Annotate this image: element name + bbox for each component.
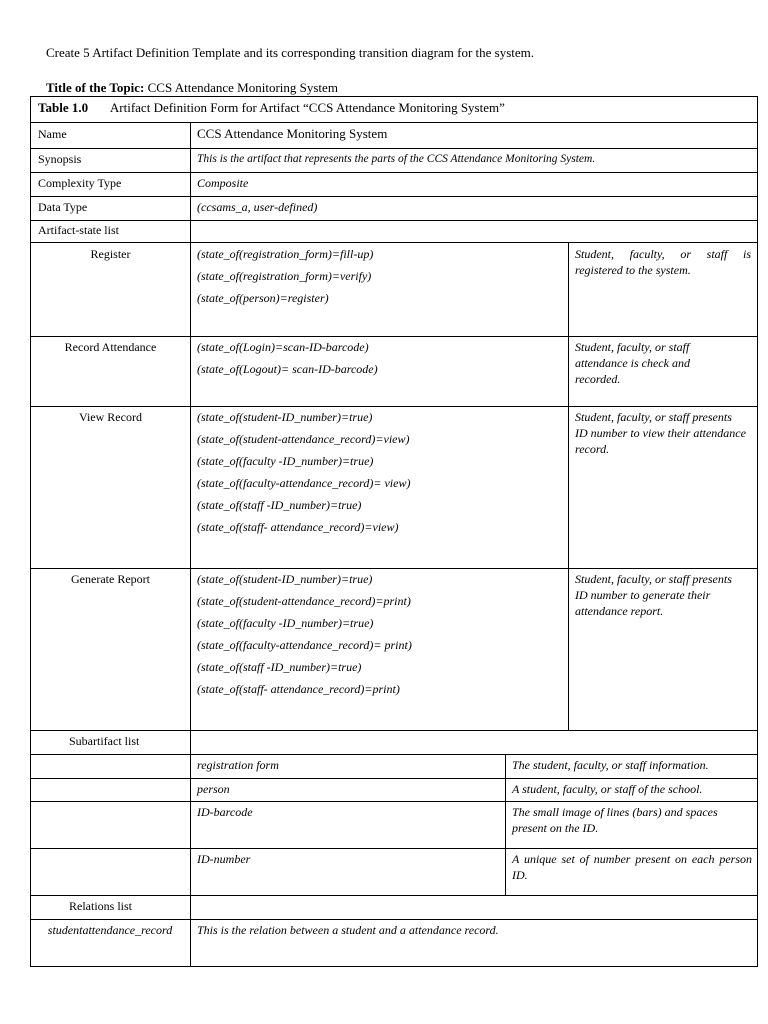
state-row-states [197, 246, 373, 312]
state-expression: (state_of(person)=register) [197, 291, 329, 305]
state-expression: (state_of(registration_form)=fill-up) [197, 247, 374, 261]
state-expression: (state_of(student-attendance_record)=view) [197, 432, 410, 446]
row-divider [30, 122, 758, 123]
datatype-value: (ccsams_a, user-defined) [197, 200, 318, 214]
state-row-description: Student, faculty, or staff presents ID number to generate their attendance report. [575, 572, 732, 618]
complexity-value: Composite [197, 176, 249, 190]
state-expression: (state_of(Logout)= scan-ID-barcode) [197, 362, 378, 376]
row-divider [30, 778, 758, 779]
state-expression: (state_of(staff- attendance_record)=print) [197, 682, 400, 696]
col-divider [190, 122, 191, 967]
row-divider [30, 730, 758, 731]
row-divider [30, 919, 758, 920]
state-row-name: Record Attendance [64, 340, 157, 354]
state-expression: (state_of(faculty-attendance_record)= print) [197, 638, 412, 652]
state-expression: (state_of(faculty-attendance_record)= view) [197, 476, 411, 490]
row-divider [30, 801, 758, 802]
state-row-name: View Record [79, 410, 142, 424]
col-divider [505, 754, 506, 895]
col-divider [568, 242, 569, 730]
table-caption [38, 100, 505, 116]
synopsis-value: This is the artifact that represents the parts of the CCS Attendance Monitoring System. [197, 153, 596, 165]
state-row-description: Student, faculty, or staff is registered to the system. [575, 247, 751, 277]
row-divider [30, 148, 758, 149]
state-row-states [197, 571, 412, 703]
instruction-text: Create 5 Artifact Definition Template and its corresponding transition diagram for the system. [46, 45, 535, 60]
state-expression: (state_of(student-attendance_record)=print) [197, 594, 411, 608]
datatype-label: Data Type [38, 200, 88, 214]
state-row-states [197, 339, 378, 383]
row-divider [30, 172, 758, 173]
state-row-name: Register [90, 247, 131, 261]
complexity-label: Complexity Type [38, 176, 122, 190]
state-row-description: Student, faculty, or staff attendance is check and recorded. [575, 340, 690, 386]
topic-line: Title of the Topic: CCS Attendance Monitoring System [46, 80, 338, 95]
row-divider [30, 848, 758, 849]
relations-list-label: Relations list [69, 899, 132, 913]
table-number: Table 1.0 [38, 100, 89, 115]
subartifact-description: The small image of lines (bars) and spaces present on the ID. [512, 805, 718, 835]
name-label: Name [38, 127, 67, 141]
subartifact-description: A unique set of number present on each person ID. [512, 852, 752, 882]
state-expression: (state_of(student-ID_number)=true) [197, 572, 373, 586]
subartifact-name: ID-number [197, 852, 251, 866]
subartifact-description: The student, faculty, or staff information. [512, 758, 709, 772]
row-divider [30, 196, 758, 197]
synopsis-label: Synopsis [38, 152, 82, 166]
row-divider [30, 568, 758, 569]
subartifact-description: A student, faculty, or staff of the school. [512, 782, 703, 796]
topic-value: CCS Attendance Monitoring System [147, 80, 338, 95]
table-caption-text: Artifact Definition Form for Artifact “CCS Attendance Monitoring System” [109, 100, 505, 115]
row-divider [30, 895, 758, 896]
state-expression: (state_of(Login)=scan-ID-barcode) [197, 340, 369, 354]
row-divider [30, 754, 758, 755]
row-divider [30, 220, 758, 221]
subartifact-name: registration form [197, 758, 279, 772]
row-divider [30, 336, 758, 337]
state-expression: (state_of(staff- attendance_record)=view) [197, 520, 399, 534]
state-expression: (state_of(registration_form)=verify) [197, 269, 372, 283]
state-row-states [197, 409, 410, 541]
state-expression: (state_of(student-ID_number)=true) [197, 410, 373, 424]
topic-label: Title of the Topic [46, 80, 141, 95]
row-divider [30, 406, 758, 407]
relation-name: studentattendance_record [47, 923, 173, 937]
subartifact-list-label: Subartifact list [69, 734, 140, 748]
name-value: CCS Attendance Monitoring System [197, 126, 388, 141]
state-expression: (state_of(staff -ID_number)=true) [197, 660, 362, 674]
state-row-name: Generate Report [71, 572, 150, 586]
state-expression: (state_of(faculty -ID_number)=true) [197, 454, 374, 468]
state-expression: (state_of(faculty -ID_number)=true) [197, 616, 374, 630]
state-expression: (state_of(staff -ID_number)=true) [197, 498, 362, 512]
artifact-state-list-label: Artifact-state list [38, 223, 119, 237]
row-divider [30, 242, 758, 243]
relation-description: This is the relation between a student and a attendance record. [197, 923, 499, 937]
state-row-description: Student, faculty, or staff presents ID number to view their attendance record. [575, 410, 746, 456]
subartifact-name: ID-barcode [197, 805, 253, 819]
subartifact-name: person [197, 782, 230, 796]
